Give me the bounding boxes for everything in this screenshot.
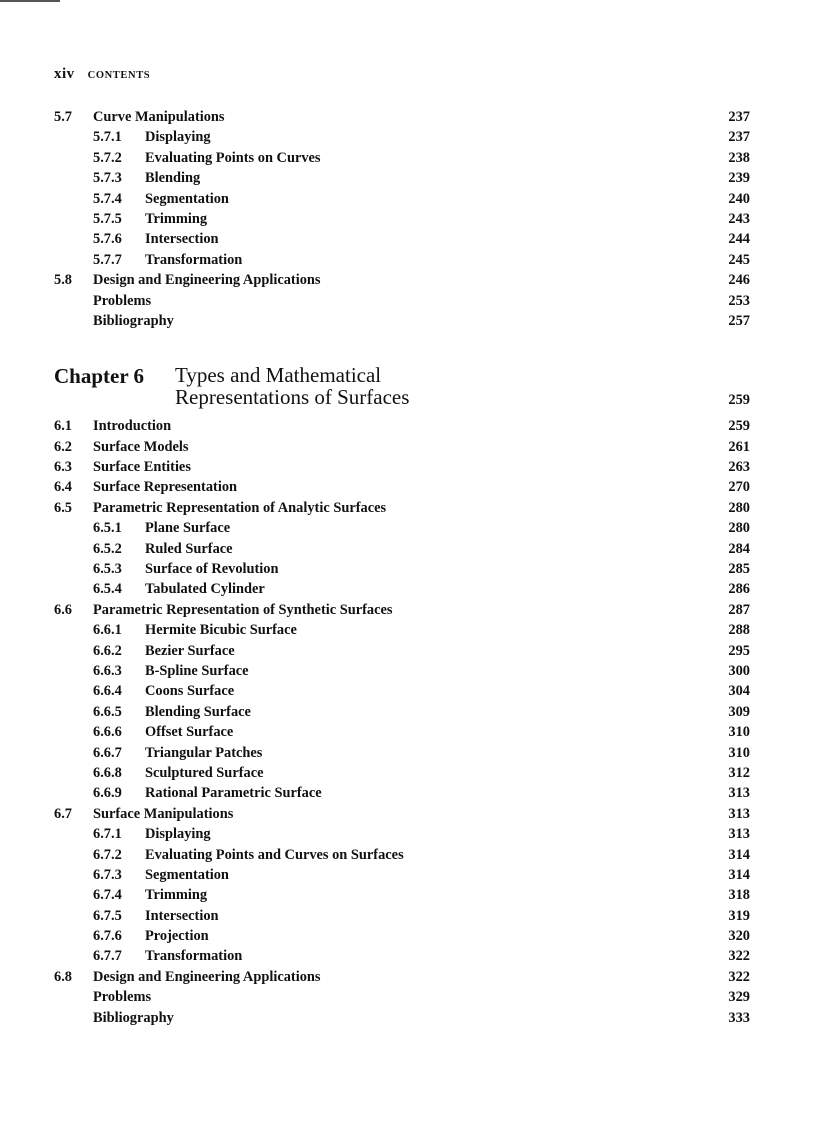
toc-entry-page: 300	[728, 662, 750, 679]
toc-entry-number: 6.7	[54, 805, 72, 822]
toc-entry-page: 246	[728, 272, 750, 289]
toc-entry	[54, 885, 750, 905]
toc-entry-title: Evaluating Points and Curves on Surfaces	[145, 846, 404, 863]
chapter-6-heading	[54, 364, 750, 410]
toc-entry-title: Surface Manipulations	[93, 805, 234, 822]
toc-entry-number: 6.5	[54, 499, 72, 516]
toc-entry	[54, 702, 750, 722]
toc-entry-page: 257	[728, 312, 750, 329]
chapter-label: Chapter 6	[54, 364, 145, 389]
toc-entry-title: Parametric Representation of Synthetic Surfaces	[93, 601, 393, 618]
toc-entry-page: 318	[728, 887, 750, 904]
toc-entry-page: 288	[728, 622, 750, 639]
toc-entry-number: 6.6.4	[93, 683, 122, 700]
toc-entry	[54, 1008, 750, 1028]
toc-entry-page: 238	[728, 149, 750, 166]
toc-entry-page: 319	[728, 907, 750, 924]
toc-entry-title: Problems	[93, 292, 152, 309]
toc-entry-number: 5.7.1	[93, 129, 122, 146]
toc-entry-page: 245	[728, 251, 750, 268]
toc-entry-page: 270	[728, 479, 750, 496]
toc-entry	[54, 107, 750, 127]
toc-entry-number: 6.6.2	[93, 642, 122, 659]
toc-entry	[54, 270, 750, 290]
toc-entry-number: 6.4	[54, 479, 72, 496]
toc-entry-page: 261	[728, 438, 750, 455]
toc-entry-number: 6.7.5	[93, 907, 122, 924]
toc-entry-page: 243	[728, 210, 750, 227]
toc-entry-title: Introduction	[93, 418, 172, 435]
toc-entry-page: 309	[728, 703, 750, 720]
toc-entry	[54, 539, 750, 559]
toc-entry-page: 295	[728, 642, 750, 659]
toc-entry-title: Sculptured Surface	[145, 764, 264, 781]
toc-entry-page: 310	[728, 724, 750, 741]
toc-entry	[54, 926, 750, 946]
toc-entry-title: Rational Parametric Surface	[145, 785, 322, 802]
toc-entry	[54, 518, 750, 538]
toc-entry-title: Evaluating Points on Curves	[145, 149, 321, 166]
toc-entry-title: Projection	[145, 928, 209, 945]
toc-entry-title: Triangular Patches	[145, 744, 263, 761]
toc-entry	[54, 641, 750, 661]
toc-entry-number: 6.5.3	[93, 561, 122, 578]
toc-entry-number: 6.6.3	[93, 662, 122, 679]
toc-entry-title: Problems	[93, 989, 152, 1006]
toc-entry-number: 6.1	[54, 418, 72, 435]
toc-entry-page: 287	[728, 601, 750, 618]
toc-entry-page: 237	[728, 129, 750, 146]
toc-entry-title: Ruled Surface	[145, 540, 233, 557]
toc-entry-title: Coons Surface	[145, 683, 235, 700]
toc-entry-title: Offset Surface	[145, 724, 234, 741]
toc-entry-number: 6.6	[54, 601, 72, 618]
toc-entry-page: 322	[728, 968, 750, 985]
toc-entry-page: 285	[728, 561, 750, 578]
toc-entry-page: 313	[728, 805, 750, 822]
toc-entry-title: Segmentation	[145, 866, 229, 883]
contents-page	[54, 66, 750, 1028]
toc-entry-page: 263	[728, 459, 750, 476]
toc-entry	[54, 906, 750, 926]
toc-entry-number: 6.7.7	[93, 948, 122, 965]
toc-entry	[54, 168, 750, 188]
toc-entry-number: 6.2	[54, 438, 72, 455]
toc-entry-title: Surface Models	[93, 438, 189, 455]
toc-entry-title: Design and Engineering Applications	[93, 272, 321, 289]
chapter-page-number: 259	[728, 392, 750, 409]
chapter-title-line-2: Representations of Surfaces	[175, 385, 410, 410]
toc-entry	[54, 477, 750, 497]
toc-entry	[54, 743, 750, 763]
toc-entry-title: Bibliography	[93, 312, 174, 329]
toc-entry	[54, 250, 750, 270]
toc-entry-title: B-Spline Surface	[145, 662, 249, 679]
toc-entry-title: Curve Manipulations	[93, 109, 225, 125]
toc-entry-title: Surface of Revolution	[145, 561, 279, 578]
toc-entry-title: Segmentation	[145, 190, 229, 207]
toc-entry	[54, 291, 750, 311]
toc-entry	[54, 845, 750, 865]
toc-entry-number: 6.6.8	[93, 764, 122, 781]
toc-entry-page: 259	[728, 418, 750, 435]
toc-entry-page: 322	[728, 948, 750, 965]
toc-entry-page: 313	[728, 826, 750, 843]
toc-entry-number: 5.7	[54, 109, 72, 125]
toc-entry	[54, 620, 750, 640]
toc-entry-page: 253	[728, 292, 750, 309]
toc-entry	[54, 148, 750, 168]
toc-entry-number: 5.7.3	[93, 170, 122, 187]
toc-entry-title: Plane Surface	[145, 520, 231, 537]
toc-entry-number: 5.7.4	[93, 190, 122, 207]
toc-entry-title: Intersection	[145, 231, 219, 248]
toc-entry-page: 239	[728, 170, 750, 187]
toc-entry	[54, 824, 750, 844]
toc-entry-title: Transformation	[145, 948, 243, 965]
toc-entry-page: 314	[728, 846, 750, 863]
toc-entry-page: 240	[728, 190, 750, 207]
toc-entry	[54, 189, 750, 209]
toc-entry-number: 6.6.1	[93, 622, 122, 639]
toc-entry-page: 329	[728, 989, 750, 1006]
toc-entry-page: 280	[728, 520, 750, 537]
toc-entry-number: 6.8	[54, 968, 72, 985]
toc-entry-page: 310	[728, 744, 750, 761]
toc-entry-page: 314	[728, 866, 750, 883]
toc-entry	[54, 229, 750, 249]
toc-entry	[54, 946, 750, 966]
toc-entry-page: 284	[728, 540, 750, 557]
toc-entry	[54, 600, 750, 620]
toc-entry-title: Displaying	[145, 129, 211, 146]
toc-entry	[54, 865, 750, 885]
toc-entry-number: 6.5.1	[93, 520, 122, 537]
toc-entry-page: 280	[728, 499, 750, 516]
toc-entry-number: 6.3	[54, 459, 72, 476]
toc-entry	[54, 804, 750, 824]
toc-entry-number: 6.5.2	[93, 540, 122, 557]
toc-entry-title: Blending	[145, 170, 201, 187]
toc-entry-number: 6.5.4	[93, 581, 122, 598]
toc-entry-page: 313	[728, 785, 750, 802]
toc-entry	[54, 209, 750, 229]
toc-entry-number: 6.7.1	[93, 826, 122, 843]
toc-entry	[54, 681, 750, 701]
toc-entry-title: Trimming	[145, 210, 208, 227]
toc-entry	[54, 967, 750, 987]
chapter-title-line-1: Types and Mathematical	[175, 363, 382, 388]
toc-entry-title: Design and Engineering Applications	[93, 968, 321, 985]
toc-entry	[54, 579, 750, 599]
toc-entry-title: Hermite Bicubic Surface	[145, 622, 297, 639]
toc-chapter-6	[54, 416, 750, 1028]
toc-entry-number: 5.7.5	[93, 210, 122, 227]
toc-entry-number: 5.8	[54, 272, 72, 289]
toc-entry	[54, 559, 750, 579]
toc-entry-page: 333	[728, 1009, 750, 1026]
toc-entry-number: 5.7.2	[93, 149, 122, 166]
toc-entry-page: 320	[728, 928, 750, 945]
toc-entry	[54, 661, 750, 681]
toc-entry-title: Intersection	[145, 907, 219, 924]
toc-entry-title: Trimming	[145, 887, 208, 904]
toc-entry	[54, 498, 750, 518]
toc-entry	[54, 311, 750, 331]
toc-section-5-7	[54, 107, 750, 331]
toc-entry-number: 6.6.7	[93, 744, 122, 761]
toc-entry	[54, 987, 750, 1007]
toc-entry-title: Blending Surface	[145, 703, 251, 720]
toc-entry-page: 237	[728, 109, 750, 125]
scan-edge-mark	[0, 0, 60, 2]
toc-entry-number: 6.7.6	[93, 928, 122, 945]
toc-entry-number: 6.7.4	[93, 887, 122, 904]
toc-entry	[54, 722, 750, 742]
toc-entry-number: 6.7.2	[93, 846, 122, 863]
toc-entry-number: 5.7.7	[93, 251, 122, 268]
toc-entry-page: 244	[728, 231, 750, 248]
toc-entry	[54, 416, 750, 436]
toc-entry-title: Transformation	[145, 251, 243, 268]
toc-entry-page: 304	[728, 683, 750, 700]
toc-entry	[54, 763, 750, 783]
page-folio: xiv	[54, 66, 75, 82]
toc-entry	[54, 783, 750, 803]
toc-entry-number: 5.7.6	[93, 231, 122, 248]
toc-entry-number: 6.7.3	[93, 866, 122, 883]
toc-entry-title: Parametric Representation of Analytic Surfaces	[93, 499, 387, 516]
toc-entry-title: Surface Entities	[93, 459, 191, 476]
toc-entry-title: Surface Representation	[93, 479, 238, 496]
toc-entry-page: 312	[728, 764, 750, 781]
toc-entry-title: Displaying	[145, 826, 211, 843]
toc-entry	[54, 437, 750, 457]
toc-entry-page: 286	[728, 581, 750, 598]
toc-entry-title: Bezier Surface	[145, 642, 235, 659]
toc-entry-number: 6.6.9	[93, 785, 122, 802]
toc-entry-title: Tabulated Cylinder	[145, 581, 265, 598]
toc-entry	[54, 457, 750, 477]
toc-entry-title: Bibliography	[93, 1009, 174, 1026]
toc-entry-number: 6.6.6	[93, 724, 122, 741]
running-title: CONTENTS	[87, 70, 151, 81]
toc-entry	[54, 127, 750, 147]
toc-entry-number: 6.6.5	[93, 703, 122, 720]
running-head	[54, 66, 750, 86]
